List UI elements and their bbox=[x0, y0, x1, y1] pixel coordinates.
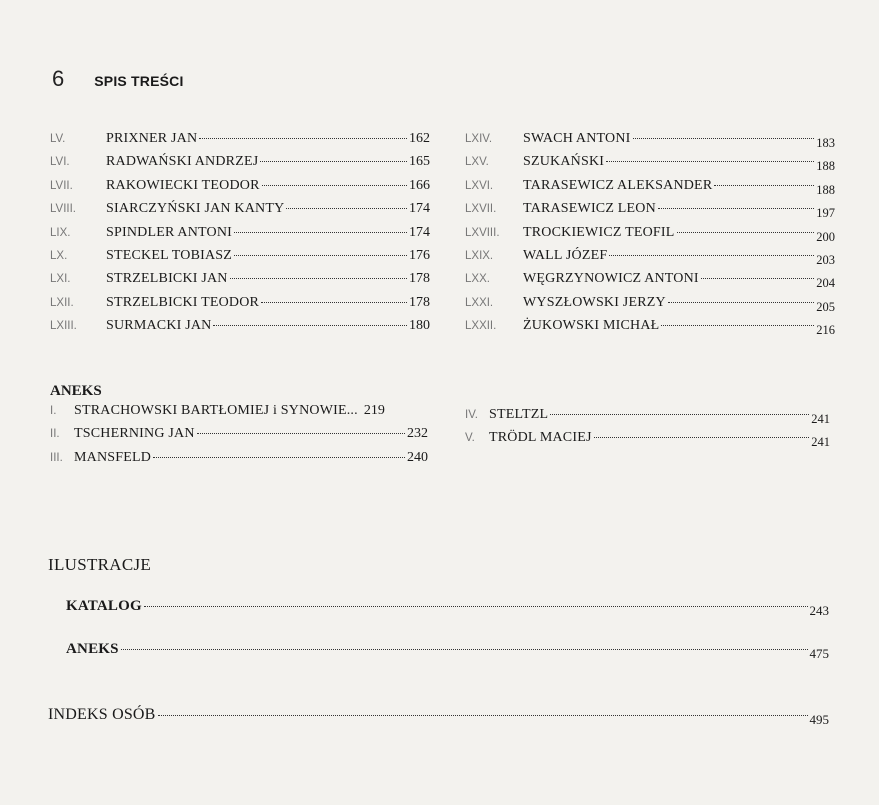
toc-entry-indeks[interactable] bbox=[48, 706, 829, 727]
toc-entry[interactable] bbox=[50, 271, 430, 294]
dot-leader bbox=[144, 606, 808, 607]
toc-left-column bbox=[50, 131, 430, 342]
toc-entry[interactable] bbox=[465, 225, 835, 248]
entry-title: WYSZŁOWSKI JERZY bbox=[523, 294, 666, 310]
toc-entry-katalog[interactable] bbox=[66, 598, 829, 618]
entry-title: TSCHERNING JAN bbox=[74, 426, 195, 442]
entry-title: SWACH ANTONI bbox=[523, 131, 631, 146]
dot-leader bbox=[606, 161, 814, 162]
dot-leader bbox=[158, 715, 808, 716]
entry-number: LXV. bbox=[465, 156, 489, 169]
dot-leader bbox=[261, 302, 407, 303]
toc-entry[interactable] bbox=[465, 131, 835, 154]
entry-page: 162 bbox=[409, 131, 430, 146]
toc-entry-aneks-illustrations[interactable] bbox=[66, 641, 829, 661]
entry-number: LXVII. bbox=[465, 203, 497, 216]
entry-page: 241 bbox=[811, 435, 830, 450]
toc-right-column bbox=[465, 131, 835, 342]
toc-entry[interactable] bbox=[465, 295, 835, 318]
dot-leader bbox=[609, 255, 814, 256]
entry-number: LXX. bbox=[465, 273, 490, 286]
entry-page: 475 bbox=[809, 646, 829, 661]
entry-title: ŻUKOWSKI MICHAŁ bbox=[523, 318, 660, 334]
toc-entry[interactable] bbox=[465, 201, 835, 224]
entry-number: LXII. bbox=[50, 296, 74, 309]
ilustracje-heading: ILUSTRACJE bbox=[48, 555, 152, 574]
toc-entry[interactable] bbox=[465, 430, 830, 453]
entry-number: V. bbox=[465, 432, 475, 445]
entry-page: 204 bbox=[816, 276, 835, 291]
entry-title: STRZELBICKI TEODOR bbox=[106, 294, 260, 310]
entry-page: 200 bbox=[816, 229, 835, 244]
entry-page: 174 bbox=[409, 201, 430, 217]
dot-leader bbox=[658, 208, 814, 209]
toc-entry[interactable] bbox=[465, 407, 830, 430]
entry-number: LXIX. bbox=[465, 249, 494, 262]
entry-title: KATALOG bbox=[66, 598, 142, 614]
toc-entry[interactable] bbox=[50, 154, 430, 177]
entry-title: TROCKIEWICZ TEOFIL bbox=[523, 224, 675, 240]
entry-page: 165 bbox=[409, 154, 430, 170]
dot-leader bbox=[153, 457, 405, 458]
aneks-heading: ANEKS bbox=[50, 383, 102, 399]
entry-page: 203 bbox=[816, 252, 835, 267]
entry-page: 188 bbox=[816, 182, 835, 197]
entry-number: LXVI. bbox=[465, 179, 494, 192]
dot-leader bbox=[594, 437, 810, 438]
entry-title: TARASEWICZ LEON bbox=[523, 201, 656, 217]
dot-leader bbox=[234, 232, 407, 233]
dot-leader bbox=[230, 278, 407, 279]
dot-leader bbox=[550, 414, 809, 415]
entry-page: 166 bbox=[409, 177, 430, 193]
entry-title: STECKEL TOBIASZ bbox=[106, 247, 233, 263]
toc-entry[interactable] bbox=[50, 131, 430, 154]
aneks-right-column bbox=[465, 407, 830, 454]
entry-title: MANSFELD bbox=[74, 449, 152, 465]
toc-entry[interactable] bbox=[50, 318, 430, 341]
entry-number: II. bbox=[50, 428, 60, 441]
entry-number: LVI. bbox=[50, 156, 70, 169]
entry-page: 216 bbox=[816, 323, 835, 338]
dot-leader bbox=[197, 433, 405, 434]
entry-page: 243 bbox=[809, 603, 829, 618]
entry-number: LV. bbox=[50, 133, 66, 145]
page-header bbox=[52, 66, 184, 92]
entry-title: SIARCZYŃSKI JAN KANTY bbox=[106, 201, 285, 217]
toc-entry[interactable] bbox=[465, 271, 835, 294]
entry-number: LXI. bbox=[50, 273, 71, 286]
entry-page: 188 bbox=[816, 159, 835, 174]
entry-page: 241 bbox=[811, 412, 830, 426]
entry-number: LXXI. bbox=[465, 296, 494, 309]
entry-title: INDEKS OSÓB bbox=[48, 706, 156, 723]
toc-entry[interactable] bbox=[50, 403, 428, 426]
entry-page: 180 bbox=[409, 318, 430, 334]
toc-entry[interactable] bbox=[50, 248, 430, 271]
entry-title: SPINDLER ANTONI bbox=[106, 224, 233, 240]
dot-leader bbox=[234, 255, 407, 256]
toc-entry[interactable] bbox=[50, 225, 430, 248]
entry-title: PRIXNER JAN bbox=[106, 131, 198, 146]
entry-page: 183 bbox=[816, 136, 835, 150]
toc-entry[interactable] bbox=[465, 248, 835, 271]
entry-page: 240 bbox=[407, 449, 428, 465]
dot-leader bbox=[213, 325, 407, 326]
toc-entry[interactable] bbox=[465, 178, 835, 201]
entry-title: STRACHOWSKI BARTŁOMIEJ i SYNOWIE... bbox=[74, 403, 358, 418]
entry-page: 495 bbox=[809, 712, 829, 727]
entry-title: STRZELBICKI JAN bbox=[106, 271, 228, 287]
dot-leader bbox=[286, 208, 407, 209]
entry-title: WĘGRZYNOWICZ ANTONI bbox=[523, 271, 699, 287]
toc-entry[interactable] bbox=[50, 201, 430, 224]
entry-number: LXIV. bbox=[465, 133, 493, 145]
dot-leader bbox=[260, 161, 407, 162]
entry-number: I. bbox=[50, 405, 57, 417]
entry-page: 197 bbox=[816, 206, 835, 221]
page-title: SPIS TREŚCI bbox=[94, 73, 184, 89]
entry-title: RADWAŃSKI ANDRZEJ bbox=[106, 154, 259, 170]
toc-entry[interactable] bbox=[50, 426, 428, 449]
toc-entry[interactable] bbox=[465, 318, 835, 341]
dot-leader bbox=[677, 232, 815, 233]
dot-leader bbox=[262, 185, 407, 186]
entry-number: III. bbox=[50, 451, 63, 464]
entry-page: 178 bbox=[409, 294, 430, 310]
entry-page: 219 bbox=[363, 403, 385, 418]
dot-leader bbox=[633, 138, 815, 139]
entry-title: WALL JÓZEF bbox=[523, 247, 608, 263]
dot-leader bbox=[668, 302, 814, 303]
dot-leader bbox=[714, 185, 814, 186]
dot-leader bbox=[121, 649, 808, 650]
entry-number: LXIII. bbox=[50, 320, 77, 333]
entry-title: TARASEWICZ ALEKSANDER bbox=[523, 177, 713, 193]
entry-number: LVIII. bbox=[50, 203, 76, 216]
entry-page: 232 bbox=[407, 426, 428, 442]
dot-leader bbox=[661, 325, 814, 326]
entry-page: 174 bbox=[409, 224, 430, 240]
entry-number: LXVIII. bbox=[465, 226, 500, 239]
entry-number: LXXII. bbox=[465, 320, 497, 333]
entry-page: 205 bbox=[816, 299, 835, 314]
toc-entry[interactable] bbox=[50, 450, 428, 473]
entry-page: 176 bbox=[409, 247, 430, 263]
toc-entry[interactable] bbox=[465, 154, 835, 177]
entry-title: SURMACKI JAN bbox=[106, 318, 212, 334]
page-number: 6 bbox=[52, 66, 65, 91]
entry-title: ANEKS bbox=[66, 641, 119, 657]
dot-leader bbox=[199, 138, 407, 139]
entry-title: RAKOWIECKI TEODOR bbox=[106, 177, 260, 193]
entry-page: 178 bbox=[409, 271, 430, 287]
entry-title: SZUKAŃSKI bbox=[523, 154, 605, 170]
entry-number: LX. bbox=[50, 249, 68, 262]
toc-entry[interactable] bbox=[50, 178, 430, 201]
aneks-left-column bbox=[50, 403, 428, 473]
toc-entry[interactable] bbox=[50, 295, 430, 318]
entry-number: LIX. bbox=[50, 226, 71, 239]
entry-title: STELTZL bbox=[489, 407, 549, 422]
entry-number: LVII. bbox=[50, 179, 73, 192]
entry-number: IV. bbox=[465, 409, 479, 421]
entry-title: TRÖDL MACIEJ bbox=[489, 430, 592, 446]
dot-leader bbox=[701, 278, 814, 279]
